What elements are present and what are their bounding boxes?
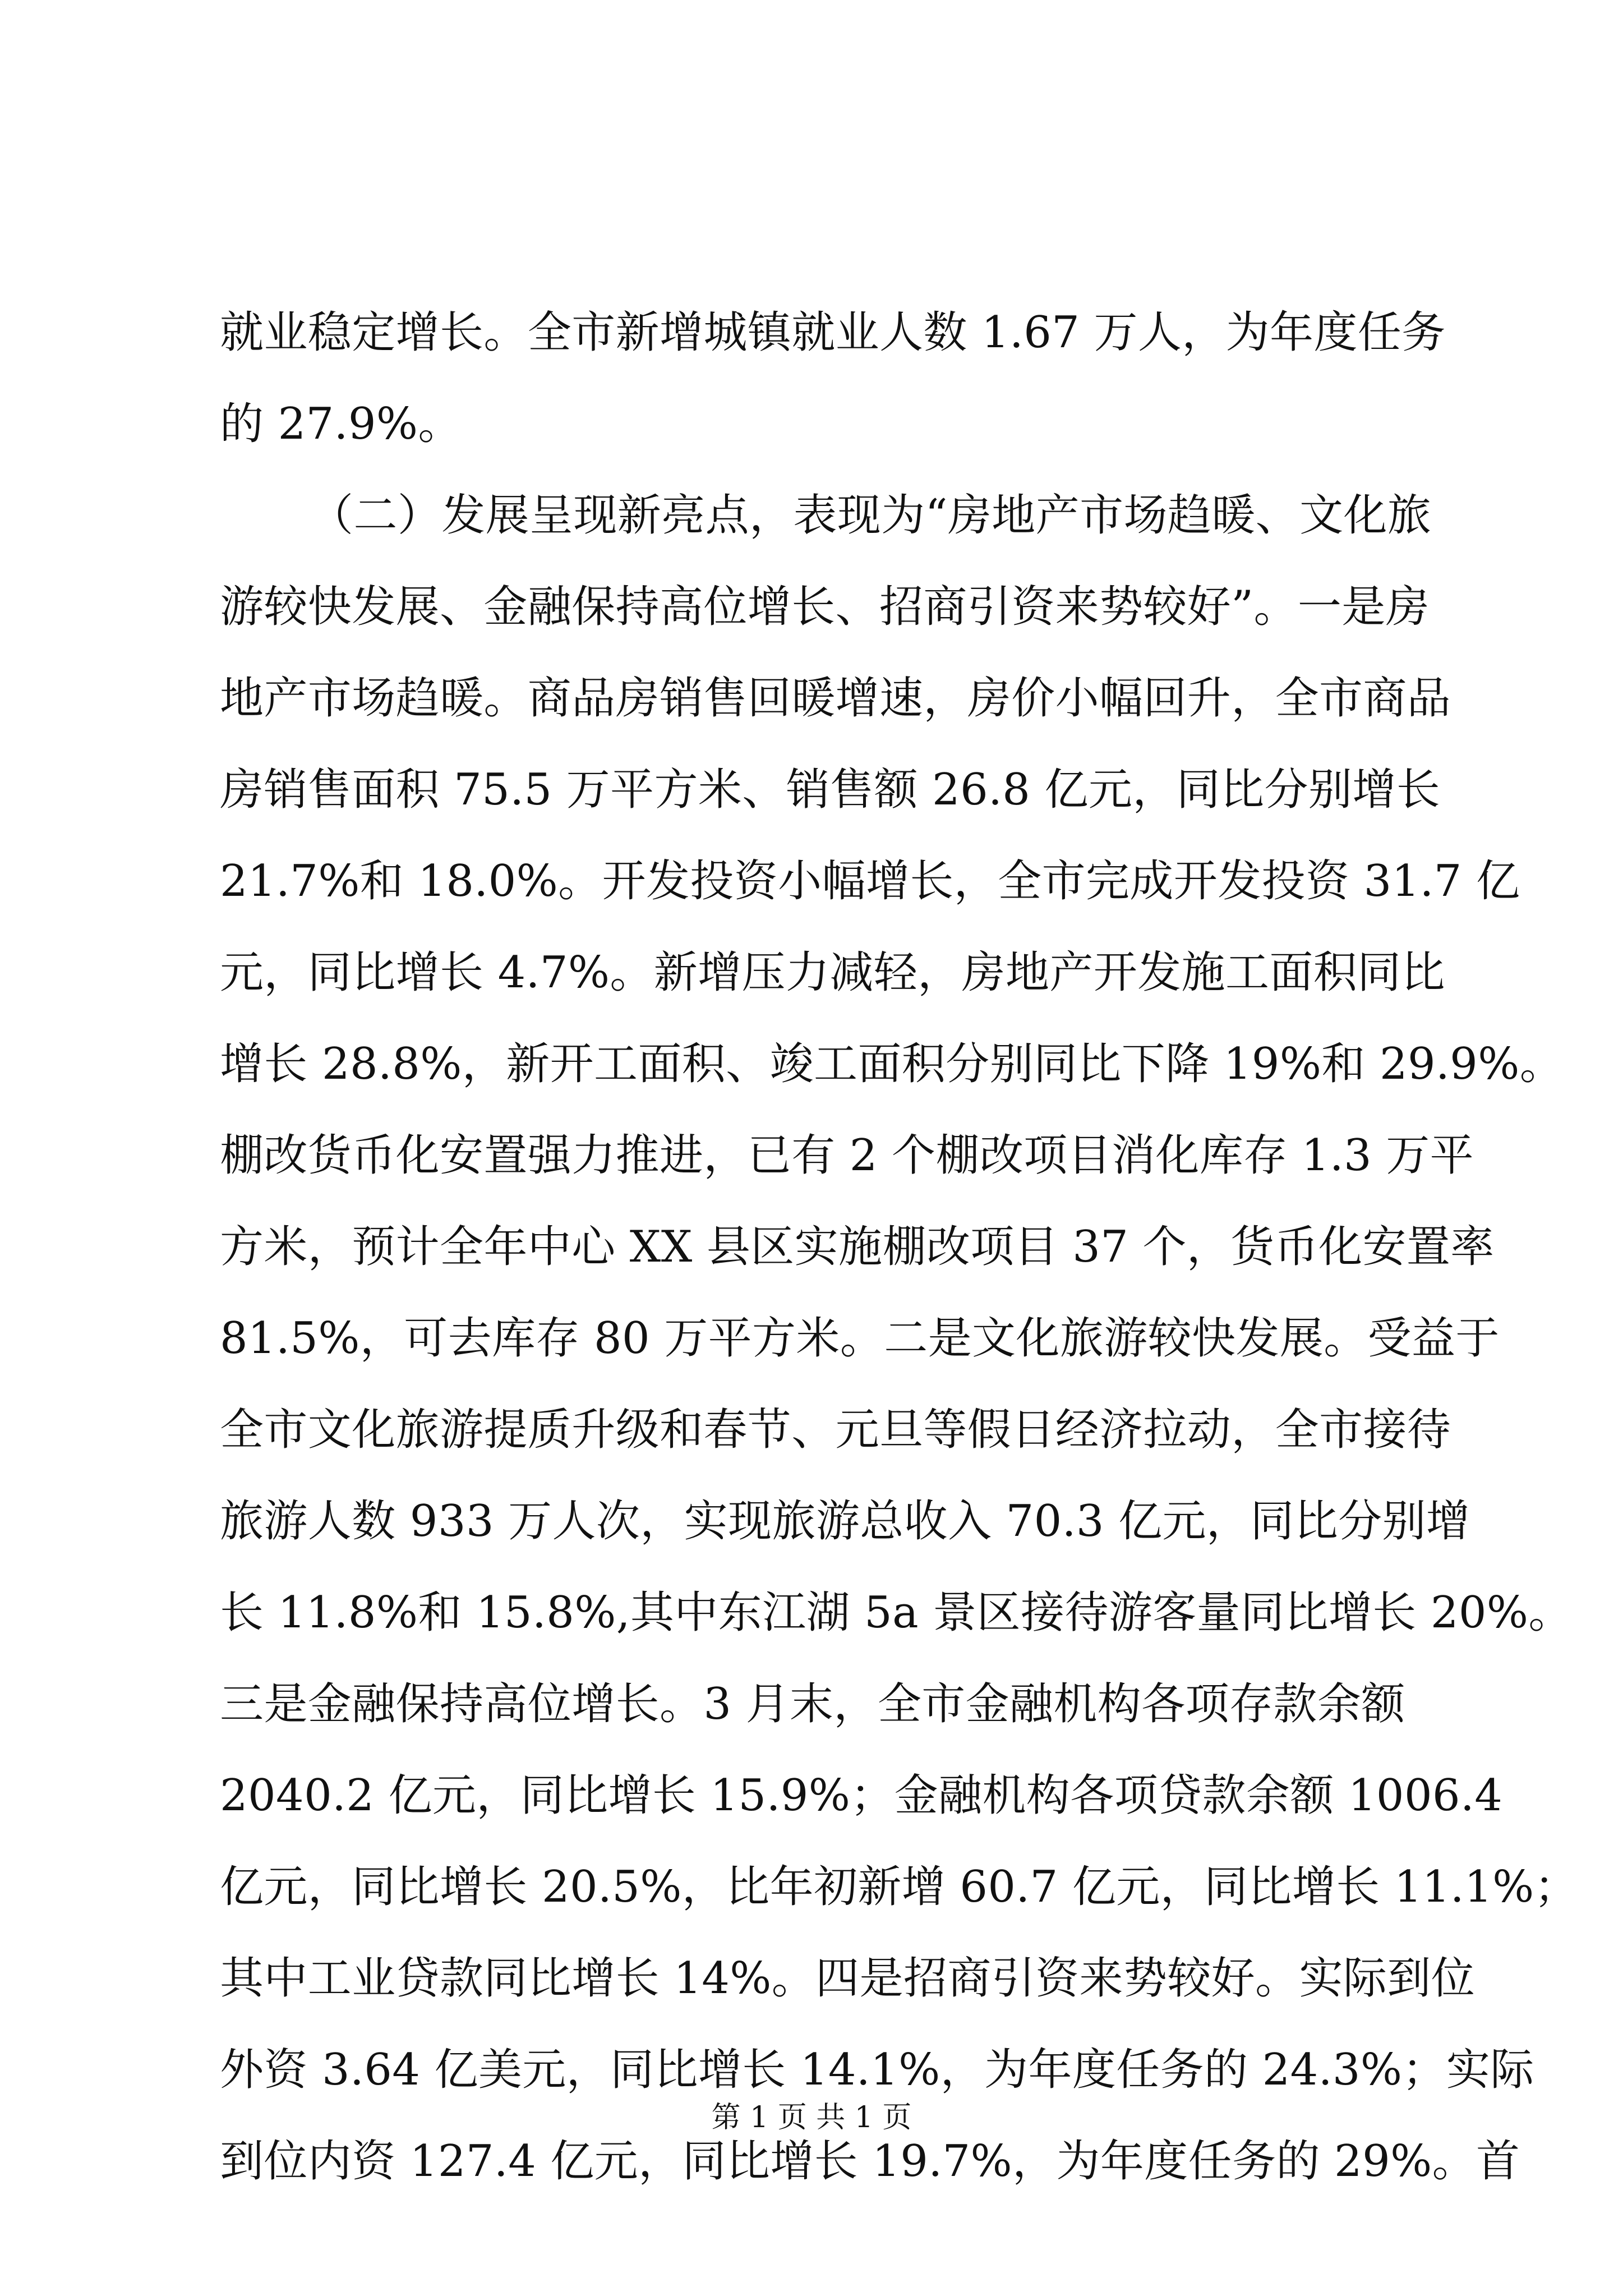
text-line: 的 27.9%。 [220, 399, 462, 449]
text-line: 游较快发展、金融保持高位增长、招商引资来势较好”。一是房 [220, 582, 1430, 632]
text-line: 全市文化旅游提质升级和春节、元旦等假日经济拉动，全市接待 [220, 1405, 1451, 1455]
text-line: 地产市场趋暖。商品房销售回暖增速，房价小幅回升，全市商品 [220, 673, 1451, 724]
text-line: 方米，预计全年中心 XX 县区实施棚改项目 37 个，货币化安置率 [220, 1222, 1495, 1272]
text-line: 21.7%和 18.0%。开发投资小幅增长，全市完成开发投资 31.7 亿 [220, 856, 1520, 907]
text-line: 就业稳定增长。全市新增城镇就业人数 1.67 万人，为年度任务 [220, 307, 1446, 358]
text-line: 2040.2 亿元，同比增长 15.9%；金融机构各项贷款余额 1006.4 [220, 1770, 1503, 1821]
text-line: 81.5%，可去库存 80 万平方米。二是文化旅游较快发展。受益于 [220, 1313, 1500, 1364]
text-line: 到位内资 127.4 亿元，同比增长 19.7%，为年度任务的 29%。首 [220, 2136, 1520, 2187]
text-line: 长 11.8%和 15.8%,其中东江湖 5a 景区接待游客量同比增长 20%。 [220, 1588, 1573, 1638]
text-line: 亿元，同比增长 20.5%，比年初新增 60.7 亿元，同比增长 11.1%； [220, 1862, 1579, 1912]
text-line: 房销售面积 75.5 万平方米、销售额 26.8 亿元，同比分别增长 [220, 765, 1441, 815]
text-line: 外资 3.64 亿美元，同比增长 14.1%，为年度任务的 24.3%；实际 [220, 2045, 1534, 2095]
text-line: 其中工业贷款同比增长 14%。四是招商引资来势较好。实际到位 [220, 1953, 1476, 2004]
body-text [220, 287, 1579, 2207]
text-line: 元，同比增长 4.7%。新增压力减轻，房地产开发施工面积同比 [220, 947, 1445, 998]
text-line: 旅游人数 933 万人次，实现旅游总收入 70.3 亿元，同比分别增 [220, 1496, 1470, 1547]
paragraph-start-line: （二）发展呈现新亮点，表现为“房地产市场趋暖、文化旅 [310, 490, 1432, 541]
text-line: 三是金融保持高位增长。3 月末，全市金融机构各项存款余额 [220, 1679, 1405, 1729]
page-footer: 第 1 页 共 1 页 [711, 2101, 912, 2134]
text-line: 棚改货币化安置强力推进，已有 2 个棚改项目消化库存 1.3 万平 [220, 1130, 1474, 1181]
text-line: 增长 28.8%，新开工面积、竣工面积分别同比下降 19%和 29.9%。 [220, 1039, 1564, 1089]
